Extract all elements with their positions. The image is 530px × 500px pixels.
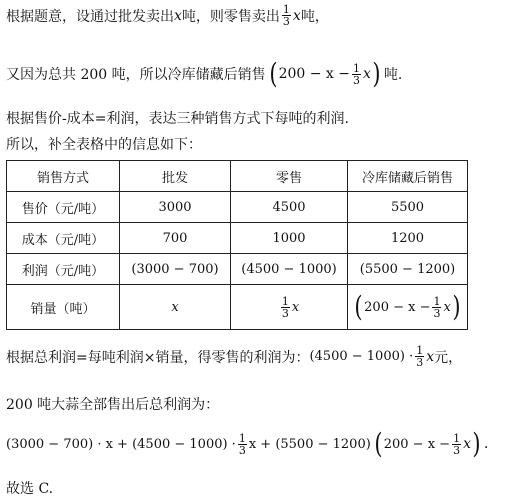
table-cell: (3000 − 700) [120,254,231,285]
table-cell: 销量（吨） [7,285,120,330]
var-x: x [363,66,371,82]
table-cell: 700 [120,223,231,254]
sentence-6 [6,394,219,414]
sentence-3 [6,108,349,128]
numerator: 1 [238,431,246,445]
left-paren: ( [268,57,278,90]
table-header-row [7,161,468,192]
expr: (3000 − 700) · x + (4500 − 1000) · [6,436,236,452]
text: 吨， [300,8,329,25]
sentence-2 [6,57,403,90]
table-cell: 3000 [120,192,231,223]
text: 根据总利润=每吨利润×销量，得零售的利润为： [6,349,310,366]
right-paren: ) [452,290,461,323]
text: 200 吨大蒜全部售出后总利润为： [6,397,220,413]
table-row [7,223,468,254]
denominator: 3 [416,356,424,369]
numerator: 1 [453,431,461,445]
denominator: 3 [281,306,289,320]
right-paren: ) [372,57,381,90]
table-cell: 4500 [231,192,348,223]
fraction [238,433,247,456]
table-cell: 5500 [348,192,468,223]
table-cell: (5500 − 1200) [348,254,468,285]
numerator: 1 [282,3,290,16]
text: 根据题意，设通过批发卖出 [6,8,174,25]
fraction [352,63,361,86]
fraction [282,4,291,27]
expression [268,57,382,90]
answer-line [6,478,53,498]
denominator: 3 [282,15,290,28]
var-x: x [171,299,179,315]
numerator: 1 [433,294,441,308]
table-cell: 利润（元/吨） [7,254,120,285]
expr: 200 − x − [364,299,431,315]
denominator: 3 [433,306,441,320]
expression [373,427,482,460]
var-x: x [174,7,182,24]
expr: 200 − x − [278,66,350,82]
right-paren: ) [472,427,481,460]
table-cell: 成本（元/吨） [7,223,120,254]
table-cell: 1000 [231,223,348,254]
expr: (4500 − 1000) · [309,349,414,364]
text: 吨，则零售卖出 [181,8,280,25]
var-x: x [426,348,435,365]
var-x: x [291,299,300,315]
sentence-1 [6,4,329,27]
expr: x + (5500 − 1200) [248,436,371,452]
sentence-4 [6,134,202,154]
total-profit-expression [6,427,489,460]
text: 吨. [383,67,403,83]
text: 元， [434,349,463,366]
fraction [452,433,461,456]
text: 又因为总共 200 吨，所以冷库储藏后销售 [6,67,266,83]
table-cell: 售价（元/吨） [7,192,120,223]
left-paren: ( [354,290,363,323]
text: . [483,436,489,452]
table-cell [231,285,348,330]
table-row [7,254,468,285]
fraction [281,296,290,319]
table-row [7,192,468,223]
table-cell [348,285,468,330]
header-cell: 销售方式 [7,161,120,192]
numerator: 1 [281,294,289,308]
denominator: 3 [453,443,461,457]
left-paren: ( [374,427,383,460]
expr: 200 − x − [383,436,451,452]
sentence-5 [6,345,462,368]
var-x: x [443,299,451,315]
fraction [415,345,424,368]
denominator: 3 [353,73,360,87]
header-cell: 冷库储藏后销售 [348,161,468,192]
info-table [6,160,468,330]
table-cell: (4500 − 1000) [231,254,348,285]
text: 故选 C. [6,481,54,497]
table-cell [120,285,231,330]
numerator: 1 [353,61,360,75]
fraction [432,296,441,319]
table-row [7,285,468,330]
header-cell: 零售 [231,161,348,192]
denominator: 3 [238,443,246,457]
text: 根据售价-成本=利润，表达三种销售方式下每吨的利润. [6,111,349,127]
expression [353,290,462,323]
var-x: x [463,436,471,452]
text: 所以，补全表格中的信息如下： [6,137,202,153]
numerator: 1 [416,344,424,357]
table-cell: 1200 [348,223,468,254]
header-cell: 批发 [120,161,231,192]
var-x: x [292,7,301,24]
